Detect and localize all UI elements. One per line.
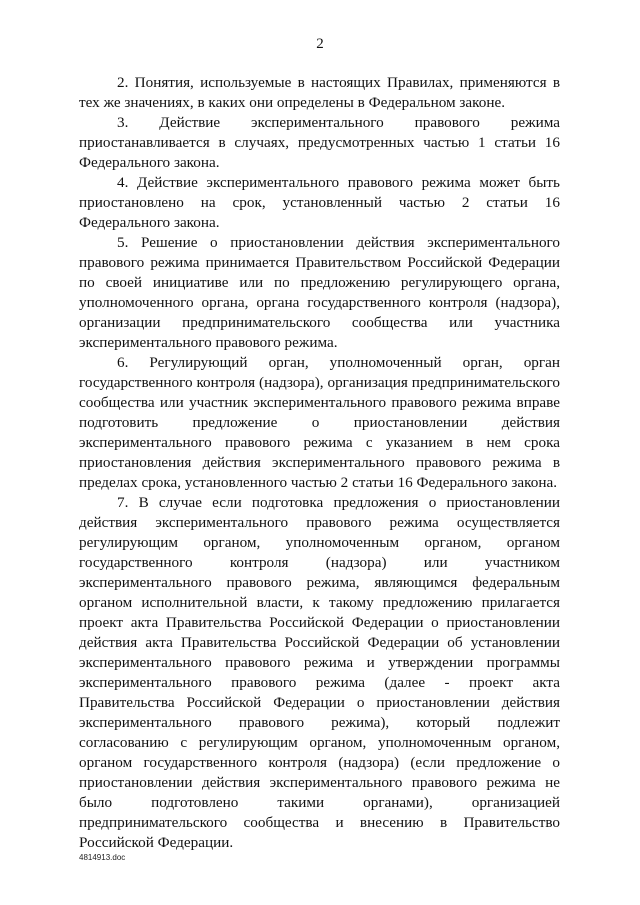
paragraph-2: 2. Понятия, используемые в настоящих Правилах, применяются в тех же значениях, в каких они определены в Федеральном законе. — [79, 74, 560, 111]
document-body — [79, 73, 560, 853]
paragraph-4: 4. Действие экспериментального правового режима может быть приостановлено на срок, установленный частью 2 статьи 16 Федерального закона. — [79, 174, 560, 231]
paragraph-5: 5. Решение о приостановлении действия экспериментального правового режима принимается Правительством Российской Федерации по своей инициативе или по предложению регулирующего органа, уполномоченного органа, органа государственного контроля (надзора), организации предпринимательского сообщества или участника экспериментального правового режима. — [79, 234, 560, 351]
page-number: 2 — [316, 36, 324, 52]
paragraph-7: 7. В случае если подготовка предложения о приостановлении действия экспериментального правового режима осуществляется регулирующим органом, уполномоченным органом, органом государственного контроля (надзора) или участником экспериментального правового режима, являющимся федеральным органом исполнительной власти, к такому предложению прилагается проект акта Правительства Российской Федерации о приостановлении действия акта Правительства Российской Федерации об установлении экспериментального правового режима и утверждении программы экспериментального правового режима (далее - проект акта Правительства Российской Федерации о приостановлении действия экспериментального правового режима), который подлежит согласованию с регулирующим органом, уполномоченным органом, органом государственного контроля (надзора) (если предложение о приостановлении действия экспериментального правового режима не было подготовлено такими органами), организацией предпринимательского сообщества и внесению в Правительство Российской Федерации. — [79, 494, 560, 851]
paragraph-6: 6. Регулирующий орган, уполномоченный орган, орган государственного контроля (надзора), организация предпринимательского сообщества или участник экспериментального правового режима вправе подготовить предложение о приостановлении действия экспериментального правового режима с указанием в нем срока приостановления действия экспериментального правового режима в пределах срока, установленного частью 2 статьи 16 Федерального закона. — [79, 354, 560, 491]
footer-filename: 4814913.doc — [79, 853, 126, 862]
paragraph-3: 3. Действие экспериментального правового режима приостанавливается в случаях, предусмотренных частью 1 статьи 16 Федерального закона. — [79, 114, 560, 171]
